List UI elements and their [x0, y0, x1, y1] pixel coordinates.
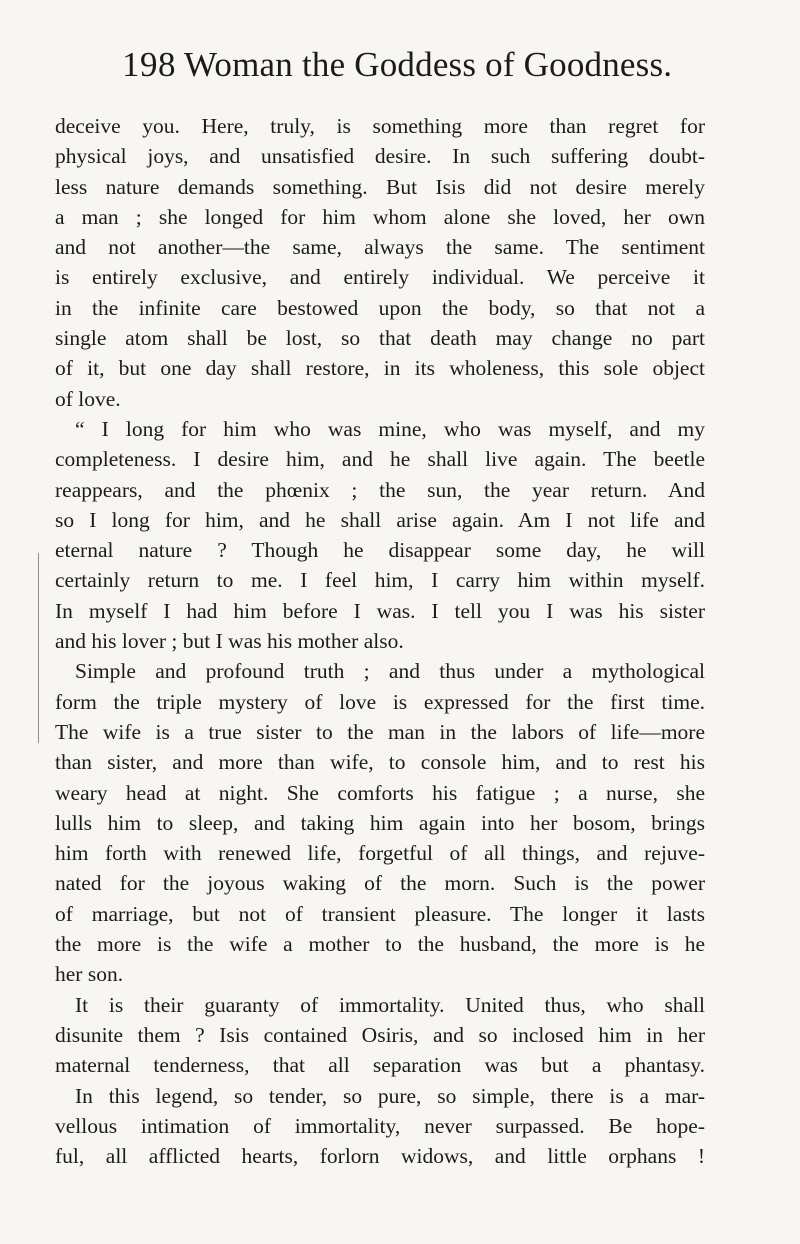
text-line: The wife is a true sister to the man in the labors of life—more [55, 719, 705, 744]
body-text [55, 111, 705, 1171]
text-line: of love. [55, 386, 121, 411]
running-title: Woman the Goddess of Goodness. [184, 45, 673, 84]
text-line: less nature demands something. But Isis did not desire merely [55, 174, 705, 199]
text-line: weary head at night. She comforts his fatigue ; a nurse, she [55, 780, 705, 805]
text-line: reappears, and the phœnix ; the sun, the year return. And [55, 477, 705, 502]
text-line: of marriage, but not of transient pleasure. The longer it lasts [55, 901, 705, 926]
margin-scan-mark [38, 553, 39, 743]
text-line: him forth with renewed life, forgetful of all things, and rejuve- [55, 841, 705, 866]
text-line: nated for the joyous waking of the morn. Such is the power [55, 871, 705, 896]
text-line: disunite them ? Isis contained Osiris, and so inclosed him in her [55, 1022, 705, 1047]
text-line: maternal tenderness, that all separation was but a phantasy. [55, 1053, 705, 1078]
text-line: ful, all afflicted hearts, forlorn widows, and little orphans ! [55, 1144, 705, 1169]
text-line: physical joys, and unsatisfied desire. In such suffering doubt- [55, 144, 705, 169]
text-line: and not another—the same, always the same. The sentiment [55, 235, 705, 260]
text-line: eternal nature ? Though he disappear some day, he will [55, 538, 705, 563]
text-line: than sister, and more than wife, to console him, and to rest his [55, 750, 705, 775]
text-line: It is their guaranty of immortality. United thus, who shall [75, 992, 705, 1017]
text-line: In this legend, so tender, so pure, so simple, there is a mar- [75, 1083, 705, 1108]
text-line: lulls him to sleep, and taking him again into her bosom, brings [55, 810, 705, 835]
running-head [122, 40, 673, 90]
text-line: in the infinite care bestowed upon the body, so that not a [55, 295, 705, 320]
text-line: certainly return to me. I feel him, I carry him within myself. [55, 568, 705, 593]
text-line: Simple and profound truth ; and thus under a mythological [75, 659, 705, 684]
text-line: completeness. I desire him, and he shall live again. The beetle [55, 447, 705, 472]
text-line: her son. [55, 962, 124, 987]
text-line: deceive you. Here, truly, is something more than regret for [55, 114, 705, 138]
text-line: “ I long for him who was mine, who was myself, and my [75, 416, 705, 441]
text-line: form the triple mystery of love is expressed for the first time. [55, 689, 705, 714]
text-line: In myself I had him before I was. I tell you I was his sister [55, 598, 705, 623]
text-line: a man ; she longed for him whom alone she loved, her own [55, 204, 705, 229]
text-line: so I long for him, and he shall arise again. Am I not life and [55, 507, 705, 532]
text-line: of it, but one day shall restore, in its wholeness, this sole object [55, 356, 705, 381]
text-line: single atom shall be lost, so that death may change no part [55, 326, 705, 351]
text-line: vellous intimation of immortality, never surpassed. Be hope- [55, 1113, 705, 1138]
text-line: and his lover ; but I was his mother also. [55, 629, 404, 654]
page-number: 198 [122, 45, 176, 84]
text-line: the more is the wife a mother to the husband, the more is he [55, 932, 705, 957]
text-line: is entirely exclusive, and entirely individual. We perceive it [55, 265, 705, 290]
